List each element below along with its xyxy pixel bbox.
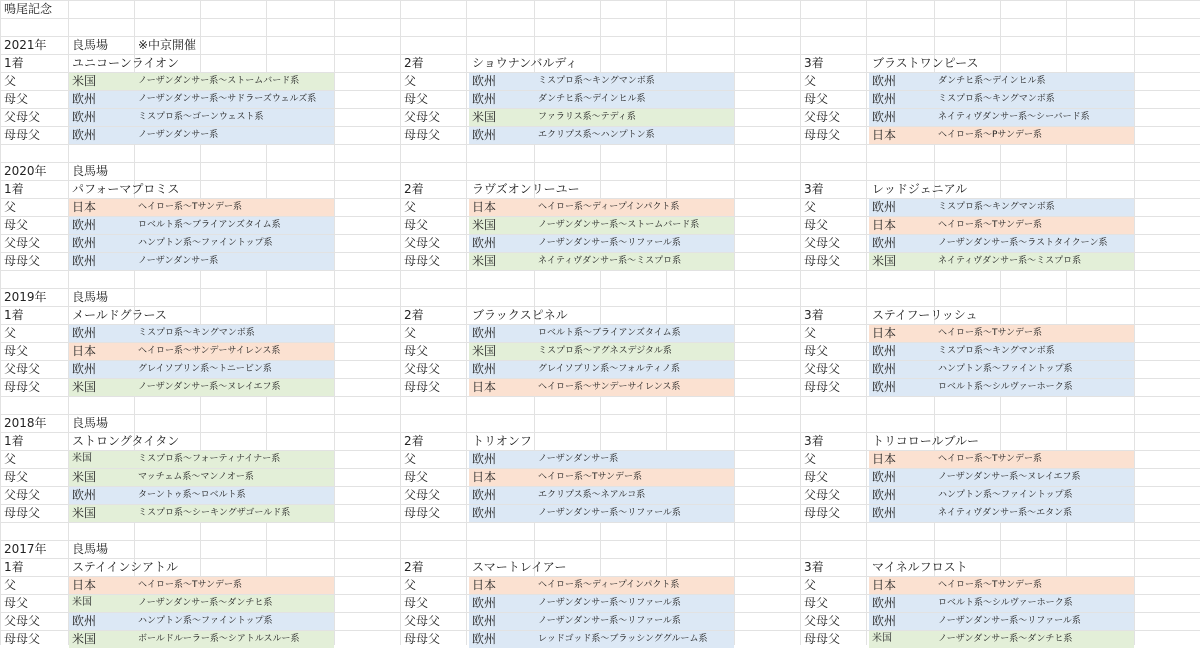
- pedigree-row-label: 母母父: [804, 128, 841, 142]
- horse-name: ステイフーリッシュ: [872, 308, 978, 322]
- region-label: 日本: [72, 200, 97, 214]
- region-label: 米国: [472, 344, 497, 358]
- pedigree-row-label: 母父: [404, 344, 429, 358]
- pedigree-row-label: 母母父: [804, 506, 841, 520]
- pedigree-row-label: 父: [804, 200, 817, 214]
- pedigree-row-label: 父母父: [804, 488, 841, 502]
- finish-place: 2着: [404, 434, 424, 448]
- pedigree-row-label: 父母父: [804, 236, 841, 250]
- region-label: 欧州: [872, 596, 897, 610]
- horse-name: レッドジェニアル: [872, 182, 968, 196]
- sire-lineage: ノーザンダンサー系: [138, 256, 219, 266]
- sire-lineage: ダンチヒ系～デインヒル系: [938, 76, 1046, 86]
- region-label: 欧州: [472, 326, 497, 340]
- track-condition: 良馬場: [72, 416, 109, 430]
- finish-place: 2着: [404, 182, 424, 196]
- horse-name: ステイインシアトル: [72, 560, 179, 574]
- track-condition: 良馬場: [72, 542, 109, 556]
- region-label: 日本: [72, 578, 97, 592]
- pedigree-row-label: 父: [404, 200, 417, 214]
- sire-lineage: グレイソブリン系～トニービン系: [138, 364, 272, 374]
- sire-lineage: ミスプロ系～フォーティナイナー系: [138, 454, 281, 464]
- finish-place: 1着: [4, 308, 24, 322]
- region-label: 欧州: [872, 380, 897, 394]
- pedigree-row-label: 父母父: [804, 362, 841, 376]
- region-label: 欧州: [472, 236, 497, 250]
- pedigree-row-label: 母父: [804, 344, 829, 358]
- region-label: 欧州: [872, 506, 897, 520]
- sire-lineage: ノーザンダンサー系～サドラーズウェルズ系: [138, 94, 317, 104]
- sire-lineage: ヘイロー系～ディープインパクト系: [538, 580, 680, 590]
- sire-lineage: ネイティヴダンサー系～エタン系: [938, 508, 1073, 518]
- sire-lineage: ノーザンダンサー系～ヌレイエフ系: [138, 382, 281, 392]
- region-label: 欧州: [872, 74, 897, 88]
- pedigree-row-label: 母父: [804, 218, 829, 232]
- horse-name: トリオンフ: [472, 434, 532, 448]
- pedigree-row-label: 父: [4, 200, 17, 214]
- pedigree-row-label: 父母父: [804, 614, 841, 628]
- pedigree-row-label: 母父: [404, 596, 429, 610]
- pedigree-row-label: 父母父: [404, 614, 441, 628]
- pedigree-row-label: 母母父: [804, 632, 841, 646]
- finish-place: 3着: [804, 308, 824, 322]
- region-label: 日本: [472, 470, 497, 484]
- sire-lineage: ノーザンダンサー系～ストームバード系: [538, 220, 700, 230]
- sire-lineage: ファラリス系～テディ系: [538, 112, 636, 122]
- pedigree-row-label: 母父: [404, 470, 429, 484]
- pedigree-row-label: 父母父: [4, 110, 41, 124]
- region-label: 米国: [472, 218, 497, 232]
- sire-lineage: ノーザンダンサー系～ヌレイエフ系: [938, 472, 1081, 482]
- horse-name: ブラックスピネル: [472, 308, 568, 322]
- pedigree-row-label: 父: [4, 578, 17, 592]
- horse-name: ブラストワンピース: [872, 56, 979, 70]
- sire-lineage: エクリプス系～ハンプトン系: [538, 130, 655, 140]
- region-label: 欧州: [472, 596, 497, 610]
- sire-lineage: ネイティヴダンサー系～ミスプロ系: [538, 256, 682, 266]
- finish-place: 1着: [4, 434, 24, 448]
- pedigree-row-label: 母父: [804, 596, 829, 610]
- horse-name: ラヴズオンリーユー: [472, 182, 580, 196]
- region-label: 欧州: [872, 488, 897, 502]
- pedigree-row-label: 父: [404, 326, 417, 340]
- sire-lineage: ネイティヴダンサー系～シーバード系: [938, 112, 1090, 122]
- sire-lineage: ハンプトン系～ファイントップ系: [938, 490, 1073, 500]
- finish-place: 3着: [804, 560, 824, 574]
- region-label: 日本: [872, 128, 897, 142]
- region-label: 欧州: [72, 110, 97, 124]
- sire-lineage: ロベルト系～シルヴァーホーク系: [938, 382, 1073, 392]
- sheet-title: 鳴尾記念: [4, 2, 53, 16]
- region-label: 欧州: [872, 200, 897, 214]
- finish-place: 1着: [4, 182, 24, 196]
- horse-name: ユニコーンライオン: [72, 56, 180, 70]
- pedigree-row-label: 母父: [404, 92, 429, 106]
- year-label: 2017年: [4, 542, 47, 556]
- pedigree-row-label: 父母父: [804, 110, 841, 124]
- pedigree-row-label: 母父: [4, 218, 29, 232]
- region-label: 日本: [872, 452, 897, 466]
- sire-lineage: ノーザンダンサー系: [138, 130, 219, 140]
- pedigree-row-label: 母父: [404, 218, 429, 232]
- region-label: 米国: [472, 254, 497, 268]
- pedigree-row-label: 父母父: [404, 362, 441, 376]
- sire-lineage: ヘイロー系～サンデーサイレンス系: [138, 346, 281, 356]
- pedigree-row-label: 母母父: [4, 380, 41, 394]
- finish-place: 3着: [804, 434, 824, 448]
- region-label: 米国: [72, 380, 97, 394]
- region-label: 日本: [472, 200, 497, 214]
- sire-lineage: ノーザンダンサー系～ストームバード系: [138, 76, 300, 86]
- region-label: 米国: [472, 110, 497, 124]
- sire-lineage: ヘイロー系～Tサンデー系: [138, 202, 243, 212]
- region-label: 欧州: [72, 614, 97, 628]
- pedigree-row-label: 父: [404, 452, 417, 466]
- pedigree-row-label: 父: [4, 326, 17, 340]
- pedigree-row-label: 母母父: [4, 632, 41, 646]
- region-label: 欧州: [72, 326, 97, 340]
- sire-lineage: エクリプス系～ネアルコ系: [538, 490, 646, 500]
- pedigree-row-label: 父: [4, 452, 17, 466]
- sire-lineage: ヘイロー系～Tサンデー系: [138, 580, 243, 590]
- sire-lineage: ヘイロー系～Tサンデー系: [938, 220, 1043, 230]
- sire-lineage: ノーザンダンサー系～リファール系: [938, 616, 1081, 626]
- region-label: 日本: [872, 218, 897, 232]
- pedigree-row-label: 母母父: [404, 254, 441, 268]
- sire-lineage: ネイティヴダンサー系～ミスプロ系: [938, 256, 1082, 266]
- sire-lineage: ノーザンダンサー系～リファール系: [538, 598, 681, 608]
- region-label: 日本: [872, 326, 897, 340]
- track-condition: 良馬場: [72, 290, 109, 304]
- sire-lineage: レッドゴッド系～ブラッシンググルーム系: [538, 634, 708, 644]
- region-label: 欧州: [472, 452, 497, 466]
- pedigree-row-label: 父母父: [4, 488, 41, 502]
- region-label: 欧州: [472, 632, 497, 646]
- year-label: 2020年: [4, 164, 47, 178]
- pedigree-row-label: 母母父: [404, 632, 441, 646]
- sire-lineage: ミスプロ系～ゴーンウェスト系: [138, 112, 264, 122]
- sire-lineage: ミスプロ系～シーキングザゴールド系: [138, 508, 291, 518]
- sire-lineage: ターントゥ系～ロベルト系: [138, 490, 246, 500]
- pedigree-row-label: 母父: [4, 92, 29, 106]
- year-label: 2021年: [4, 38, 47, 52]
- pedigree-row-label: 父: [4, 74, 17, 88]
- region-label: 欧州: [72, 92, 97, 106]
- sire-lineage: ミスプロ系～キングマンボ系: [538, 76, 655, 86]
- track-condition: 良馬場: [72, 38, 109, 52]
- region-label: 日本: [72, 344, 97, 358]
- pedigree-row-label: 母母父: [404, 128, 441, 142]
- sire-lineage: ミスプロ系～キングマンボ系: [938, 202, 1055, 212]
- region-label: 欧州: [72, 236, 97, 250]
- region-label: 欧州: [72, 488, 97, 502]
- sire-lineage: ロベルト系～シルヴァーホーク系: [938, 598, 1073, 608]
- sire-lineage: ノーザンダンサー系～リファール系: [538, 616, 681, 626]
- sire-lineage: ロベルト系～ブライアンズタイム系: [138, 220, 281, 230]
- pedigree-row-label: 父: [804, 578, 817, 592]
- pedigree-row-label: 母父: [4, 470, 29, 484]
- finish-place: 2着: [404, 56, 424, 70]
- finish-place: 2着: [404, 308, 424, 322]
- finish-place: 3着: [804, 56, 824, 70]
- region-label: 欧州: [472, 74, 497, 88]
- pedigree-row-label: 父母父: [4, 614, 41, 628]
- sire-lineage: ハンプトン系～ファイントップ系: [938, 364, 1073, 374]
- pedigree-row-label: 母母父: [404, 506, 441, 520]
- pedigree-row-label: 父母父: [4, 362, 41, 376]
- pedigree-row-label: 父: [804, 452, 817, 466]
- sire-lineage: ノーザンダンサー系～ダンチヒ系: [138, 598, 273, 608]
- region-label: 欧州: [872, 344, 897, 358]
- region-label: 日本: [472, 380, 497, 394]
- region-label: 米国: [72, 74, 97, 88]
- pedigree-row-label: 母母父: [804, 254, 841, 268]
- region-label: 欧州: [872, 614, 897, 628]
- sire-lineage: ヘイロー系～Tサンデー系: [938, 454, 1043, 464]
- pedigree-row-label: 母母父: [4, 128, 41, 142]
- sire-lineage: ミスプロ系～アグネスデジタル系: [538, 346, 672, 356]
- pedigree-row-label: 父母父: [4, 236, 41, 250]
- horse-name: スマートレイアー: [472, 560, 567, 574]
- pedigree-row-label: 母父: [804, 470, 829, 484]
- region-label: 米国: [72, 597, 92, 608]
- sire-lineage: ノーザンダンサー系: [538, 454, 619, 464]
- sire-lineage: ミスプロ系～キングマンボ系: [938, 94, 1055, 104]
- sire-lineage: ミスプロ系～キングマンボ系: [938, 346, 1055, 356]
- pedigree-row-label: 母母父: [4, 506, 41, 520]
- region-label: 米国: [72, 470, 97, 484]
- horse-name: メールドグラース: [72, 308, 167, 322]
- pedigree-row-label: 母母父: [404, 380, 441, 394]
- sire-lineage: ヘイロー系～Pサンデー系: [938, 130, 1042, 140]
- sire-lineage: ダンチヒ系～デインヒル系: [538, 94, 646, 104]
- region-label: 米国: [872, 254, 897, 268]
- region-label: 欧州: [472, 506, 497, 520]
- region-label: 米国: [72, 453, 92, 464]
- sire-lineage: ヘイロー系～サンデーサイレンス系: [538, 382, 681, 392]
- sire-lineage: マッチェム系～マンノオー系: [138, 472, 254, 482]
- sire-lineage: ハンプトン系～ファイントップ系: [138, 616, 273, 626]
- finish-place: 1着: [4, 560, 24, 574]
- sire-lineage: ヘイロー系～ディープインパクト系: [538, 202, 680, 212]
- sire-lineage: ボールドルーラー系～シアトルスルー系: [138, 634, 300, 644]
- region-label: 米国: [872, 633, 892, 644]
- region-label: 欧州: [72, 218, 97, 232]
- venue-note: ※中京開催: [138, 38, 197, 52]
- pedigree-row-label: 母父: [4, 344, 29, 358]
- finish-place: 1着: [4, 56, 24, 70]
- region-label: 欧州: [472, 92, 497, 106]
- region-label: 欧州: [872, 236, 897, 250]
- sire-lineage: ノーザンダンサー系～リファール系: [538, 508, 681, 518]
- sire-lineage: ノーザンダンサー系～ダンチヒ系: [938, 634, 1073, 644]
- region-label: 日本: [472, 578, 497, 592]
- horse-name: ストロングタイタン: [72, 434, 180, 448]
- pedigree-row-label: 父: [804, 326, 817, 340]
- region-label: 欧州: [472, 128, 497, 142]
- sire-lineage: ロベルト系～ブライアンズタイム系: [538, 328, 681, 338]
- horse-name: ショウナンバルディ: [472, 56, 578, 70]
- pedigree-row-label: 父: [404, 74, 417, 88]
- year-label: 2019年: [4, 290, 47, 304]
- region-label: 欧州: [72, 362, 97, 376]
- horse-name: トリコロールブルー: [872, 434, 980, 448]
- sire-lineage: ミスプロ系～キングマンボ系: [138, 328, 255, 338]
- region-label: 欧州: [872, 92, 897, 106]
- sire-lineage: ヘイロー系～Tサンデー系: [938, 328, 1043, 338]
- sire-lineage: ヘイロー系～Tサンデー系: [938, 580, 1043, 590]
- region-label: 欧州: [472, 614, 497, 628]
- pedigree-row-label: 母母父: [4, 254, 41, 268]
- sire-lineage: ヘイロー系～Tサンデー系: [538, 472, 643, 482]
- pedigree-row-label: 父: [404, 578, 417, 592]
- pedigree-row-label: 父母父: [404, 488, 441, 502]
- region-label: 欧州: [872, 470, 897, 484]
- horse-name: パフォーマプロミス: [72, 182, 180, 196]
- region-label: 欧州: [72, 254, 97, 268]
- region-label: 欧州: [472, 362, 497, 376]
- finish-place: 2着: [404, 560, 424, 574]
- horse-name: マイネルフロスト: [872, 560, 968, 574]
- pedigree-row-label: 母母父: [804, 380, 841, 394]
- pedigree-row-label: 父母父: [404, 110, 441, 124]
- region-label: 欧州: [72, 128, 97, 142]
- region-label: 欧州: [472, 488, 497, 502]
- region-label: 米国: [72, 632, 97, 646]
- region-label: 米国: [72, 506, 97, 520]
- pedigree-row-label: 父: [804, 74, 817, 88]
- region-label: 欧州: [872, 110, 897, 124]
- sire-lineage: グレイソブリン系～フォルティノ系: [538, 364, 681, 374]
- region-label: 日本: [872, 578, 897, 592]
- year-label: 2018年: [4, 416, 47, 430]
- region-label: 欧州: [872, 362, 897, 376]
- pedigree-row-label: 父母父: [404, 236, 441, 250]
- finish-place: 3着: [804, 182, 824, 196]
- pedigree-row-label: 母父: [804, 92, 829, 106]
- track-condition: 良馬場: [72, 164, 109, 178]
- pedigree-row-label: 母父: [4, 596, 29, 610]
- sire-lineage: ハンプトン系～ファイントップ系: [138, 238, 273, 248]
- sire-lineage: ノーザンダンサー系～ラストタイクーン系: [938, 238, 1108, 248]
- sire-lineage: ノーザンダンサー系～リファール系: [538, 238, 681, 248]
